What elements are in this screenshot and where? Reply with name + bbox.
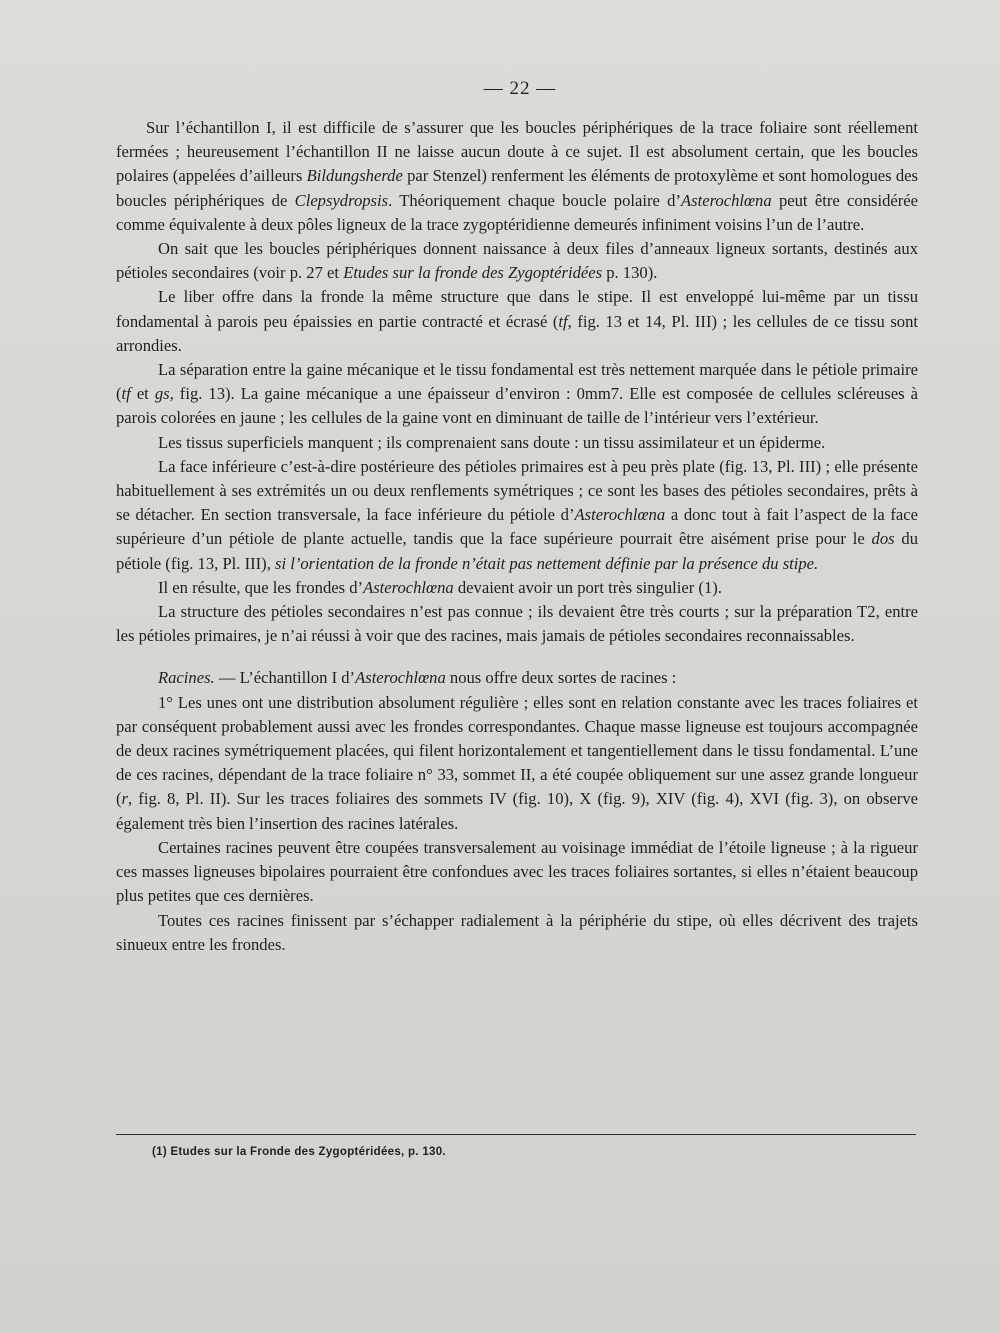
paragraph-4: La séparation entre la gaine mécanique et le tissu fondamental est très nettement marquée dans le pétiole primaire (tf et gs, fig. 13). La gaine mécanique a une épaisseur d’environ : 0mm7. Elle est composée de cellules scléreuses à parois colorées en jaune ; les cellules de la gaine vont en diminuant de taille de l’intérieur vers l’extérieur. — [116, 360, 918, 428]
footnote-separator — [116, 1134, 916, 1135]
paragraph-12: Toutes ces racines finissent par s’échapper radialement à la périphérie du stipe, où elles décrivent des trajets sinueux entre les frondes. — [116, 910, 918, 954]
body-text — [116, 116, 918, 957]
footnote: (1) Etudes sur la Fronde des Zygoptéridées, p. 130. — [152, 1146, 446, 1158]
paragraph-3: Le liber offre dans la fronde la même structure que dans le stipe. Il est enveloppé lui-même par un tissu fondamental à parois peu épaissies en partie contracté et écrasé (tf, fig. 13 et 14, Pl. III) ; les cellules de ce tissu sont arrondies. — [116, 287, 918, 355]
paragraph-racines-heading: Racines. — L’échantillon I d’Asterochlœna nous offre deux sortes de racines : — [158, 668, 677, 688]
paragraph-11: Certaines racines peuvent être coupées transversalement au voisinage immédiat de l’étoile ligneuse ; à la rigueur ces masses ligneuses bipolaires pourraient être confondues avec les traces foliaires sortantes, si elles n’étaient beaucoup plus petites que ces dernières. — [116, 837, 918, 906]
page-number: — 22 — — [483, 78, 557, 99]
paragraph-1: Sur l’échantillon I, il est difficile de s’assurer que les boucles périphériques de la trace foliaire sont réellement fermées ; heureusement l’échantillon II ne laisse aucun doute à ce sujet. Il est absolument certain, que les boucles polaires (appelées d’ailleurs Bildungsherde par Stenzel) renferment les éléments de protoxylème et sont homologues des boucles périphériques de Clepsydropsis. Théoriquement chaque boucle polaire d’Asterochlœna peut être considérée comme équivalente à deux pôles ligneux de la trace zygoptéridienne demeurés infiniment voisins l’un de l’autre. — [116, 118, 919, 234]
paragraph-2: On sait que les boucles périphériques donnent naissance à deux files d’anneaux ligneux sortants, destinés aux pétioles secondaires (voir p. 27 et Etudes sur la fronde des Zygoptéridées p. 130). — [116, 239, 918, 283]
paragraph-6: La face inférieure c’est-à-dire postérieure des pétioles primaires est à peu près plate (fig. 13, Pl. III) ; elle présente habituellement à ses extrémités un ou deux renflements symétriques ; ce sont les bases des pétioles secondaires, prêts à se détacher. En section transversale, la face inférieure du pétiole d’Asterochlœna a donc tout à fait l’aspect de la face supérieure d’un pétiole de plante actuelle, tandis que la face supérieure pourrait être aisément prise pour le dos du pétiole (fig. 13, Pl. III), si l’orientation de la fronde n’était pas nettement définie par la présence du stipe. — [116, 456, 918, 573]
paragraph-5: Les tissus superficiels manquent ; ils comprenaient sans doute : un tissu assimilateur et un épiderme. — [158, 432, 826, 452]
paragraph-8: La structure des pétioles secondaires n’est pas connue ; ils devaient être très courts ; sur la préparation T2, entre les pétioles primaires, je n’ai réussi à voir que des racines, mais jamais de pétioles secondaires reconnaissables. — [116, 602, 918, 646]
paragraph-7: Il en résulte, que les frondes d’Asterochlœna devaient avoir un port très singulier (1). — [158, 577, 722, 597]
paragraph-10: 1° Les unes ont une distribution absolument régulière ; elles sont en relation constante avec les traces foliaires et par conséquent probablement aussi avec les frondes correspondantes. Chaque masse ligneuse est toujours accompagnée de deux racines symétriquement placées, qui filent horizontalement et tangentiellement dans le tissu fondamental. L’une de ces racines, dépendant de la trace foliaire n° 33, sommet II, a été coupée obliquement sur une assez grande longueur (r, fig. 8, Pl. II). Sur les traces foliaires des sommets IV (fig. 10), X (fig. 9), XIV (fig. 4), XVI (fig. 3), on observe également très bien l’insertion des racines latérales. — [116, 692, 918, 833]
